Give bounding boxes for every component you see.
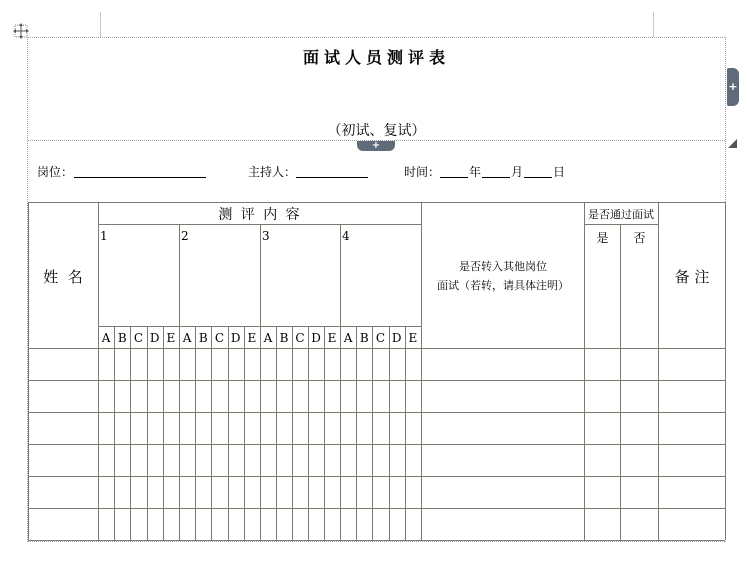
group-divider [179, 224, 180, 540]
score-letter-d: D [149, 331, 160, 345]
table-border-left [28, 202, 29, 540]
letter-column-line [356, 326, 357, 540]
score-letter-d: D [391, 331, 402, 345]
host-field[interactable] [296, 177, 368, 178]
letter-column-line [292, 326, 293, 540]
year-field[interactable] [440, 177, 468, 178]
score-letter-e: E [327, 331, 337, 345]
resize-icon[interactable] [728, 139, 737, 148]
table-border-right [725, 202, 726, 540]
ruler-marker-right [653, 12, 654, 37]
criterion-number: 2 [181, 229, 189, 243]
transfer-header-line2: 面试（若转，请具体注明） [437, 279, 569, 292]
pass-no-header: 否 [633, 231, 646, 245]
pass-yes-header: 是 [596, 231, 609, 245]
group-divider [340, 224, 341, 540]
score-letter-e: E [247, 331, 257, 345]
time-label: 时间： [404, 165, 441, 179]
criterion-number: 4 [342, 229, 350, 243]
score-letter-c: C [295, 331, 305, 345]
score-letter-a: A [343, 331, 353, 345]
month-label: 月 [511, 165, 524, 179]
transfer-column-line [421, 202, 422, 540]
pass-subheader-line [585, 224, 658, 225]
name-header: 姓 名 [43, 268, 83, 286]
score-letter-b: B [359, 331, 369, 345]
host-label: 主持人： [248, 165, 297, 179]
content-header: 测 评 内 容 [218, 207, 302, 223]
add-column-button[interactable] [727, 68, 739, 106]
letter-column-line [244, 326, 245, 540]
score-letter-c: C [214, 331, 225, 345]
letter-column-line [130, 326, 131, 540]
day-label: 日 [553, 165, 566, 179]
score-letter-d: D [230, 331, 241, 345]
ruler-marker-left [100, 12, 101, 37]
score-letter-b: B [198, 331, 208, 345]
score-letter-d: D [311, 331, 321, 345]
letter-column-line [211, 326, 212, 540]
score-letter-b: B [279, 331, 289, 345]
letter-column-line [405, 326, 406, 540]
pass-column-line [584, 202, 585, 540]
letter-column-line [308, 326, 309, 540]
name-column-line [98, 202, 99, 540]
criterion-number: 1 [100, 229, 108, 243]
add-row-button[interactable] [357, 141, 395, 151]
score-letter-e: E [166, 331, 176, 345]
letter-column-line [389, 326, 390, 540]
page-title: 面试人员测评表 [302, 48, 450, 67]
frame-bottom [28, 541, 725, 542]
score-letter-c: C [133, 331, 144, 345]
position-label: 岗位： [37, 165, 74, 179]
position-field[interactable] [74, 177, 206, 178]
score-letter-a: A [182, 331, 192, 345]
frame-top [28, 37, 725, 38]
letter-column-line [114, 326, 115, 540]
year-label: 年 [469, 165, 482, 179]
letter-column-line [163, 326, 164, 540]
score-letter-b: B [117, 331, 127, 345]
letter-column-line [324, 326, 325, 540]
table-border-top [28, 202, 725, 203]
score-letter-a: A [101, 331, 111, 345]
plus-icon: + [371, 140, 381, 151]
remarks-column-line [658, 202, 659, 540]
page-subtitle: （初试、复试） [327, 123, 426, 139]
month-field[interactable] [482, 177, 510, 178]
criterion-number: 3 [262, 229, 270, 243]
day-field[interactable] [524, 177, 552, 178]
transfer-header-line1: 是否转入其他岗位 [459, 260, 547, 273]
plus-icon: + [728, 80, 738, 93]
group-divider [260, 224, 261, 540]
letter-column-line [276, 326, 277, 540]
letter-column-line [228, 326, 229, 540]
letter-column-line [372, 326, 373, 540]
score-letter-e: E [408, 331, 418, 345]
table-border-bottom [28, 540, 725, 541]
remarks-header: 备 注 [674, 268, 710, 286]
pass-header: 是否通过面试 [588, 208, 654, 221]
score-letter-c: C [375, 331, 386, 345]
letter-column-line [147, 326, 148, 540]
letter-column-line [195, 326, 196, 540]
pass-yes-no-divider [620, 224, 621, 540]
score-letter-a: A [263, 331, 273, 345]
